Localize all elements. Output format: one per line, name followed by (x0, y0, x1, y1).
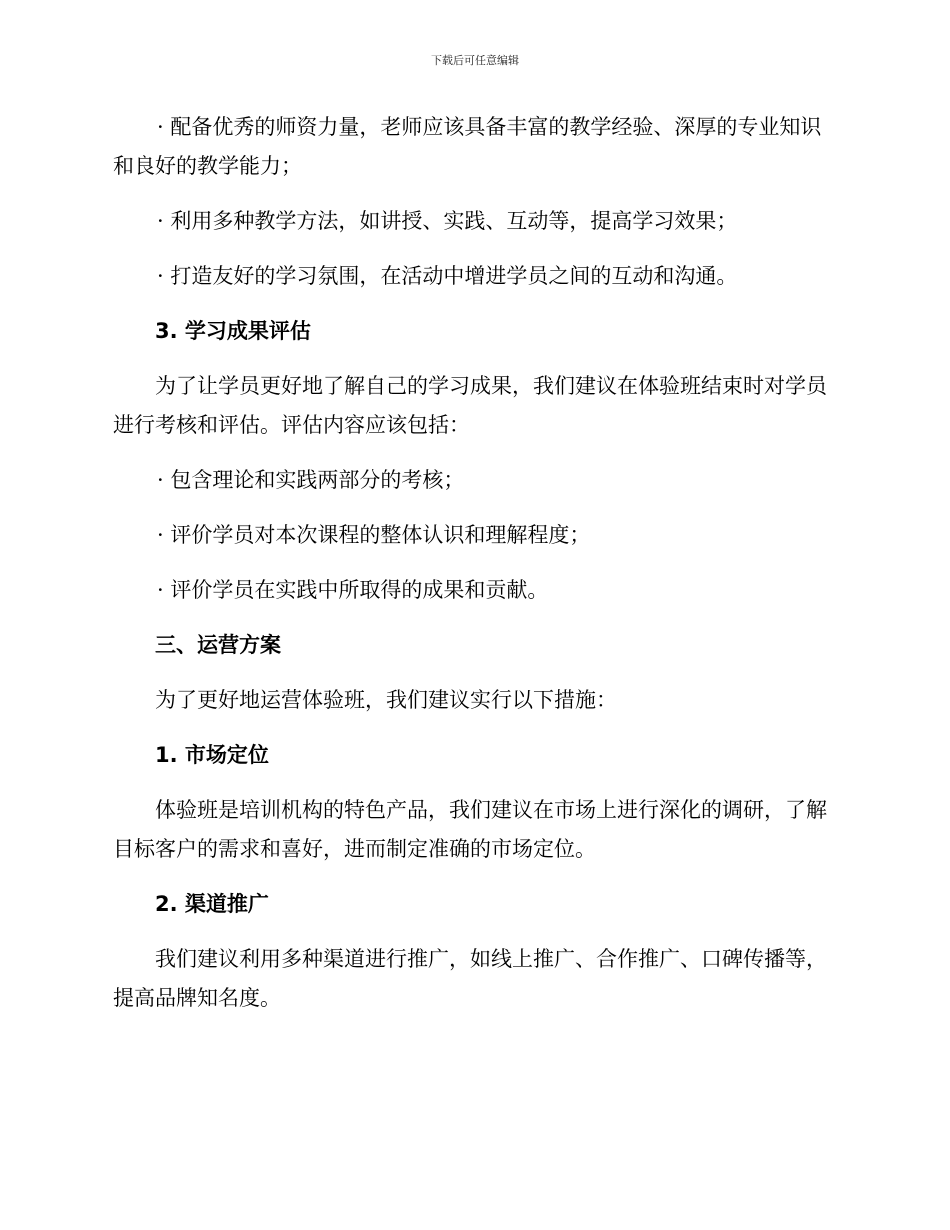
paragraph: 体验班是培训机构的特色产品，我们建议在市场上进行深化的调研，了解目标客户的需求和喜好，进而制定准确的市场定位。 (113, 798, 827, 861)
bullet-item: · 包含理论和实践两部分的考核； (157, 468, 465, 492)
paragraph: 为了让学员更好地了解自己的学习成果，我们建议在体验班结束时对学员进行考核和评估。评估内容应该包括： (113, 374, 827, 437)
paragraph: 为了更好地运营体验班，我们建议实行以下措施： (155, 688, 617, 712)
paragraph: 我们建议利用多种渠道进行推广，如线上推广、合作推广、口碑传播等，提高品牌知名度。 (113, 947, 827, 1010)
page-header: 下载后可任意编辑 (431, 54, 519, 67)
bullet-item: · 配备优秀的师资力量，老师应该具备丰富的教学经验、深厚的专业知识和良好的教学能力； (113, 115, 822, 178)
chapter-heading: 三、运营方案 (155, 633, 281, 657)
document-body (113, 108, 833, 1018)
section-heading: 3. 学习成果评估 (155, 319, 311, 343)
bullet-item: · 评价学员对本次课程的整体认识和理解程度； (157, 523, 591, 547)
bullet-item: · 利用多种教学方法，如讲授、实践、互动等，提高学习效果； (157, 209, 738, 233)
bullet-item: · 评价学员在实践中所取得的成果和贡献。 (157, 578, 549, 602)
section-heading: 2. 渠道推广 (155, 892, 269, 916)
bullet-item: · 打造友好的学习氛围，在活动中增进学员之间的互动和沟通。 (157, 264, 738, 288)
section-heading: 1. 市场定位 (155, 743, 269, 767)
